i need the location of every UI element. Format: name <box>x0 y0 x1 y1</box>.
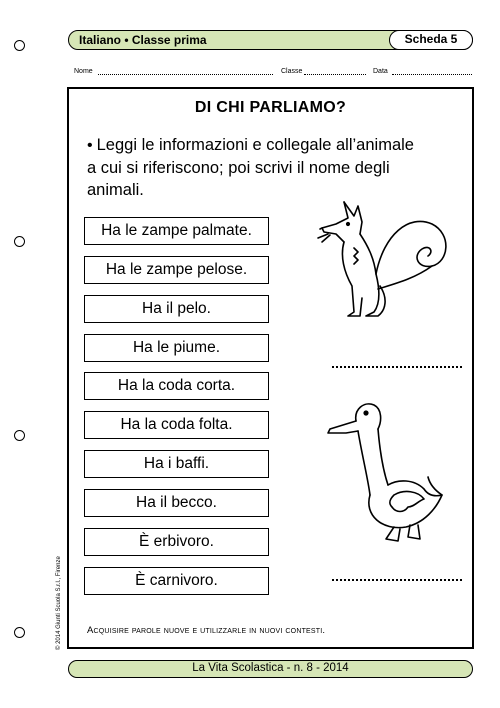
footer-bar <box>68 660 473 678</box>
subject-label: Italiano • Classe prima <box>79 33 207 47</box>
sheet-number: Scheda 5 <box>389 30 473 50</box>
answer-line-duck[interactable] <box>332 579 462 581</box>
binder-hole <box>14 236 25 247</box>
statement-box[interactable]: Ha la coda corta. <box>84 372 269 400</box>
exercise-instruction <box>87 134 417 201</box>
statement-box[interactable]: Ha il becco. <box>84 489 269 517</box>
answer-line-fox[interactable] <box>332 366 462 368</box>
binder-hole <box>14 430 25 441</box>
statement-box[interactable]: Ha le zampe palmate. <box>84 217 269 245</box>
exercise-title: DI CHI PARLIAMO? <box>194 99 347 116</box>
binder-hole <box>14 627 25 638</box>
class-field[interactable] <box>304 74 366 75</box>
fox-drawing-icon <box>314 194 454 324</box>
copyright-note: © 2014 Giunti Scuola S.r.l., Firenze <box>56 556 62 650</box>
statement-box[interactable]: Ha le piume. <box>84 334 269 362</box>
name-label: Nome <box>74 68 93 75</box>
exercise-frame <box>67 87 474 649</box>
binder-hole <box>14 40 25 51</box>
date-field[interactable] <box>392 74 472 75</box>
statement-box[interactable]: Ha i baffi. <box>84 450 269 478</box>
name-field[interactable] <box>98 74 273 75</box>
statement-box[interactable]: Ha il pelo. <box>84 295 269 323</box>
date-label: Data <box>373 68 388 75</box>
duck-drawing-icon <box>324 399 454 544</box>
bullet-icon: • <box>87 137 93 154</box>
learning-goal: Acquisire parole nuove e utilizzarle in nuovi contesti. <box>87 625 326 636</box>
statement-box[interactable]: È carnivoro. <box>84 567 269 595</box>
statement-box[interactable]: Ha la coda folta. <box>84 411 269 439</box>
instruction-text: Leggi le informazioni e collegale all’animale a cui si riferiscono; poi scrivi il nome degli animali. <box>87 136 414 199</box>
statement-box[interactable]: Ha le zampe pelose. <box>84 256 269 284</box>
header-bar <box>68 30 473 50</box>
class-label: Classe <box>281 68 303 75</box>
publication-label: La Vita Scolastica - n. 8 - 2014 <box>192 662 349 674</box>
statement-box[interactable]: È erbivoro. <box>84 528 269 556</box>
